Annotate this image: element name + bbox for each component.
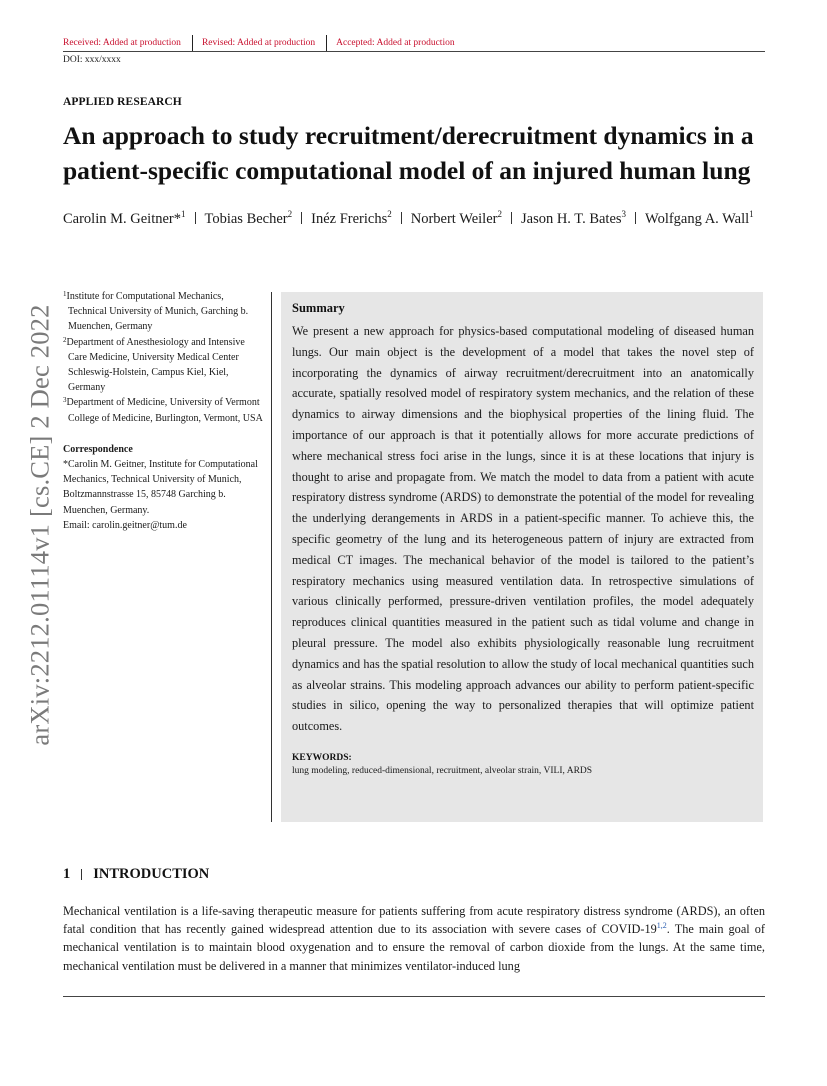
author: Jason H. T. Bates$^3$ xyxy=(520,209,627,227)
affiliations-column xyxy=(63,289,263,533)
revised-date: Revised: Added at production xyxy=(201,38,316,48)
affiliation: $^1$Institute for Computational Mechanics, Technical University of Munich, Garching b. Muenchen, Germany xyxy=(63,290,249,333)
correspondence-email[interactable]: Email: carolin.geitner@tum.de xyxy=(63,519,187,531)
header-rule xyxy=(63,51,765,52)
correspondence-text: *Carolin M. Geitner, Institute for Computational Mechanics, Technical University of Munich, Boltzmannstrasse 15, 85748 Garching b. Muenchen, Germany. xyxy=(63,459,258,516)
author: Inéz Frerichs$^2$ xyxy=(311,209,392,227)
correspondence-heading: Correspondence xyxy=(63,443,133,455)
summary-text: We present a new approach for physics-based computational modeling of diseased human lungs. Our main object is the development of a model that takes the novel step of incorporating the dynamics of airway recruitment/derecruitment into an anatomically accurate, spatially resolved model of respiratory system mechanics, and the relation of these dynamics to airway dimensions and the biophysical properties of the lining fluid. The importance of our approach is that it potentially allows for more accurate predictions of where mechanical stress foci arise in the lungs, since it is at these locations that injury is thought to arise and propagate from. We match the model to data from a patient with acute respiratory distress syndrome (ARDS) to demonstrate the potential of the model for revealing the underlying derangements in ARDS in a patient-specific manner. To achieve this, the specific geometry of the lung and its heterogeneous pattern of injury are extracted from medical CT images. The mechanical behavior of the model is tailored to the patient’s respiratory mechanics using measured ventilation data. In retrospective simulations of various clinically performed, pressure-driven ventilation profiles, the model adequately reproduces clinical quantities measured in the patient such as tidal volume and change in pleural pressure. The model also exhibits physiologically reasonable lung recruitment dynamics and has the spatial resolution to allow the study of local mechanical quantities such as alveolar strains. This modeling approach advances our ability to perform patient-specific studies in silico, opening the way to personalized therapies that will optimize patient outcomes. xyxy=(292,324,754,734)
header-divider xyxy=(192,35,193,52)
footer-rule xyxy=(63,996,765,997)
section-number: 1 xyxy=(63,866,71,882)
paper-title: An approach to study recruitment/derecruitment dynamics in a patient-specific computational model of an injured human lung xyxy=(63,121,754,185)
citation-link[interactable]: 1,2 xyxy=(656,921,667,931)
author: Wolfgang A. Wall$^1$ xyxy=(645,209,754,227)
section-title: INTRODUCTION xyxy=(93,866,210,882)
article-dates-header xyxy=(63,35,765,51)
author: Carolin M. Geitner*$^1$ xyxy=(63,209,186,227)
column-divider xyxy=(271,292,272,822)
affiliation: $^3$Department of Medicine, University of Vermont College of Medicine, Burlington, Vermont, USA xyxy=(63,396,263,424)
affiliation: $^2$Department of Anesthesiology and Intensive Care Medicine, University Medical Center Schleswig-Holstein, Campus Kiel, Kiel, Germany xyxy=(63,335,245,394)
author-list xyxy=(63,207,763,232)
header-divider xyxy=(326,35,327,52)
author: Norbert Weiler$^2$ xyxy=(410,209,502,227)
introduction-paragraph: Mechanical ventilation is a life-saving therapeutic measure for patients suffering from acute respiratory distress syndrome (ARDS), an often fatal condition that has recently gained widespread attention due to its association with severe cases of COVID-19$^{1,2}$. The main goal of mechanical ventilation is to maintain blood oxygenation and to ensure the removal of carbon dioxide from the lungs. At the same time, mechanical ventilation must be delivered in a manner that minimizes ventilator-induced lung xyxy=(63,904,765,973)
keywords-list: lung modeling, reduced-dimensional, recruitment, alveolar strain, VILI, ARDS xyxy=(292,765,593,776)
author: Tobias Becher$^2$ xyxy=(204,209,293,227)
summary-box xyxy=(281,292,763,822)
arxiv-identifier: arXiv:2212.01114v1 [cs.CE] 2 Dec 2022 xyxy=(24,304,55,746)
introduction-heading xyxy=(63,866,209,883)
doi: DOI: xxx/xxxx xyxy=(63,55,121,65)
section-label: APPLIED RESEARCH xyxy=(63,96,182,108)
received-date: Received: Added at production xyxy=(63,38,181,48)
keywords-heading: KEYWORDS: xyxy=(292,752,352,763)
accepted-date: Accepted: Added at production xyxy=(336,38,455,48)
arxiv-stamp xyxy=(20,290,60,760)
summary-heading: Summary xyxy=(292,301,345,315)
